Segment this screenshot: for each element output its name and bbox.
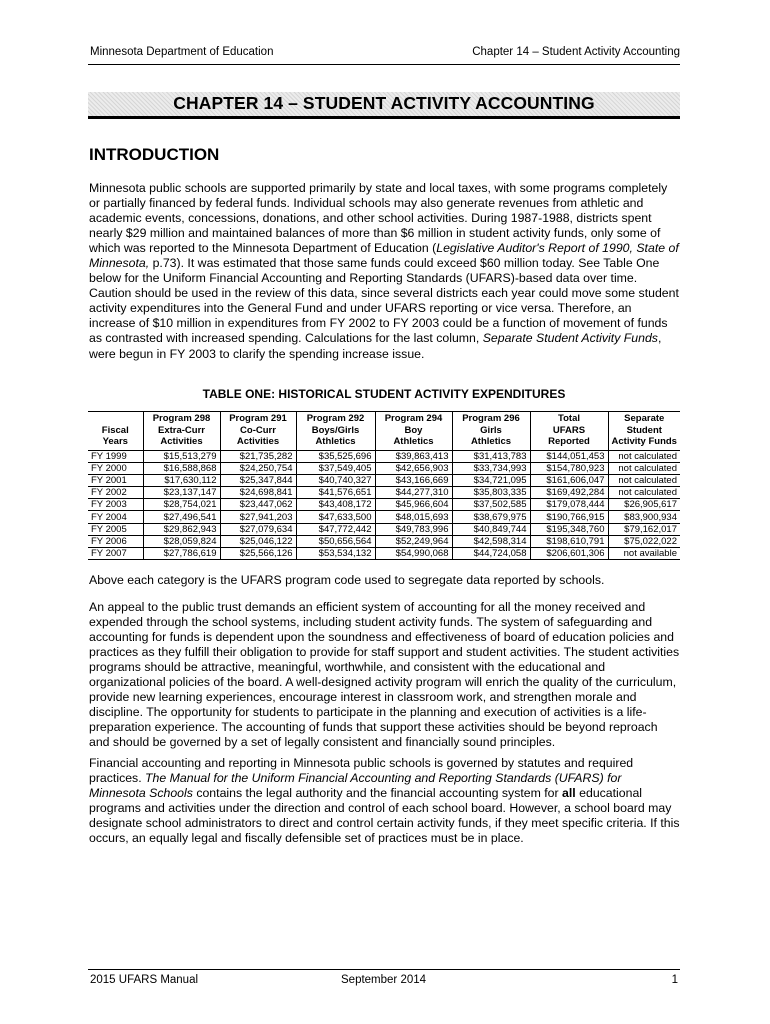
column-header-line: Athletics: [315, 436, 356, 447]
amount-cell: $37,549,405: [296, 462, 375, 474]
amount-cell: $43,166,669: [375, 474, 452, 486]
column-header: [452, 412, 530, 451]
amount-cell: $27,786,619: [143, 548, 220, 560]
table-row: [88, 487, 680, 499]
amount-cell: $28,754,021: [143, 499, 220, 511]
fa-text-b: contains the legal authority and the financial accounting system for: [192, 786, 563, 801]
historical-expenditures-table: [88, 411, 680, 560]
amount-cell: $27,496,541: [143, 511, 220, 523]
table-row: [88, 462, 680, 474]
table-header-row: [88, 412, 680, 451]
table-row: [88, 523, 680, 535]
fiscal-year-cell: FY 2004: [88, 511, 143, 523]
table-row: [88, 535, 680, 547]
manual-title: The Manual for the Uniform Financial Accounting and Reporting Standards (UFARS) for Minnesota Schools: [89, 771, 622, 801]
amount-cell: $53,534,132: [296, 548, 375, 560]
page-number: 1: [671, 974, 678, 986]
amount-cell: $43,408,172: [296, 499, 375, 511]
column-header-line: Boy: [404, 424, 423, 436]
intro-paragraph: [89, 181, 681, 362]
amount-cell: $179,078,444: [530, 499, 608, 511]
table-row: [88, 474, 680, 486]
fiscal-year-cell: FY 2003: [88, 499, 143, 511]
amount-cell: $35,803,335: [452, 487, 530, 499]
column-header-line: Reported: [548, 436, 590, 447]
amount-cell: not calculated: [608, 474, 680, 486]
column-header: [530, 412, 608, 451]
amount-cell: $16,588,868: [143, 462, 220, 474]
amount-cell: $47,772,442: [296, 523, 375, 535]
column-header-line: Activity Funds: [611, 436, 677, 447]
column-header-line: Student: [626, 424, 662, 436]
fiscal-year-cell: FY 2007: [88, 548, 143, 560]
table-title: TABLE ONE: HISTORICAL STUDENT ACTIVITY EXPENDITURES: [202, 387, 566, 401]
amount-cell: $50,656,564: [296, 535, 375, 547]
amount-cell: $42,598,314: [452, 535, 530, 547]
fa-emphasis: all: [562, 786, 576, 801]
amount-cell: $33,734,993: [452, 462, 530, 474]
amount-cell: not calculated: [608, 450, 680, 462]
column-header-line: Co-Curr: [240, 424, 276, 436]
amount-cell: $39,863,413: [375, 450, 452, 462]
amount-cell: $52,249,964: [375, 535, 452, 547]
amount-cell: $48,015,693: [375, 511, 452, 523]
column-header: [608, 412, 680, 451]
chapter-title: CHAPTER 14 – STUDENT ACTIVITY ACCOUNTING: [173, 93, 595, 113]
header-department: Minnesota Department of Education: [90, 46, 274, 58]
amount-cell: $169,492,284: [530, 487, 608, 499]
amount-cell: $161,606,047: [530, 474, 608, 486]
intro-column-name: Separate Student Activity Funds: [482, 331, 658, 346]
page-footer: [88, 969, 680, 990]
amount-cell: $198,610,791: [530, 535, 608, 547]
public-trust-paragraph: An appeal to the public trust demands an efficient system of accounting for all the money received and expended through the school systems, including student activity funds. The system of safeguarding and accounting for funds is dependent upon the soundness and effectiveness of board of education policies and practices as they fulfill their obligation to provide for staff support and student activities. The student activities programs should be attractive, meaningful, worthwhile, and consistent with the educational and organizational policies of the board. A well-designed activity program will enrich the quality of the curriculum, provide new learning experiences, encourage interest in classroom work, and strengthen morale and discipline. The opportunity for students to participate in the planning and execution of activities is a life-preparation experience. The accounting of funds that support these activities should be beyond reproach and should be governed by a set of legally consistent and financially sound principles.: [89, 600, 680, 750]
column-header-line: Boys/Girls: [311, 424, 360, 436]
column-header-line: Extra-Curr: [158, 424, 205, 436]
fiscal-year-cell: FY 2006: [88, 535, 143, 547]
amount-cell: $35,525,696: [296, 450, 375, 462]
amount-cell: $47,633,500: [296, 511, 375, 523]
amount-cell: $26,905,617: [608, 499, 680, 511]
amount-cell: $75,022,022: [608, 535, 680, 547]
column-header-line: UFARS: [552, 424, 586, 436]
amount-cell: $54,990,068: [375, 548, 452, 560]
column-header-line: Total: [558, 413, 580, 424]
amount-cell: $190,766,915: [530, 511, 608, 523]
column-header-line: Years: [102, 436, 128, 447]
amount-cell: $154,780,923: [530, 462, 608, 474]
amount-cell: $29,862,943: [143, 523, 220, 535]
header-chapter: Chapter 14 – Student Activity Accounting: [472, 46, 680, 58]
column-header-line: Program 294: [384, 413, 443, 424]
amount-cell: $15,513,279: [143, 450, 220, 462]
column-header-line: Program 298: [152, 413, 211, 424]
amount-cell: $44,277,310: [375, 487, 452, 499]
amount-cell: $25,347,844: [220, 474, 296, 486]
fiscal-year-cell: FY 2001: [88, 474, 143, 486]
column-header: [220, 412, 296, 451]
amount-cell: $41,576,651: [296, 487, 375, 499]
fiscal-year-cell: FY 1999: [88, 450, 143, 462]
column-header: [88, 412, 143, 451]
amount-cell: $195,348,760: [530, 523, 608, 535]
amount-cell: $25,046,122: [220, 535, 296, 547]
column-header: [375, 412, 452, 451]
fiscal-year-cell: FY 2002: [88, 487, 143, 499]
amount-cell: $31,413,783: [452, 450, 530, 462]
amount-cell: $24,250,754: [220, 462, 296, 474]
intro-text-a: Minnesota public schools are supported primarily by state and local taxes, with some programs completely or partially financed by federal funds. Individual schools may also generate revenues from athletic and academic events, concessions, donations, and other school activities. During 1987-1988, districts spent nearly $29 million and maintained balances of more than $6 million in student activity funds, only some of which was reported to the Minnesota Department of Education (: [89, 181, 668, 256]
column-header-line: Activities: [236, 436, 280, 447]
financial-accounting-paragraph: [89, 756, 681, 846]
page-header: [88, 44, 680, 65]
amount-cell: $44,724,058: [452, 548, 530, 560]
amount-cell: $37,502,585: [452, 499, 530, 511]
amount-cell: $24,698,841: [220, 487, 296, 499]
amount-cell: $27,941,203: [220, 511, 296, 523]
amount-cell: $28,059,824: [143, 535, 220, 547]
amount-cell: $40,849,744: [452, 523, 530, 535]
amount-cell: $17,630,112: [143, 474, 220, 486]
amount-cell: $27,079,634: [220, 523, 296, 535]
amount-cell: not calculated: [608, 487, 680, 499]
column-header-line: Program 296: [462, 413, 520, 424]
column-header-line: Separate: [624, 413, 665, 424]
table-row: [88, 499, 680, 511]
amount-cell: $144,051,453: [530, 450, 608, 462]
table-body: [88, 450, 680, 560]
amount-cell: not calculated: [608, 462, 680, 474]
column-header-line: Girls: [480, 424, 502, 436]
amount-cell: $25,566,126: [220, 548, 296, 560]
table-note: Above each category is the UFARS program code used to segregate data reported by schools.: [89, 573, 605, 587]
amount-cell: $49,783,996: [375, 523, 452, 535]
table-row: [88, 548, 680, 560]
column-header: [296, 412, 375, 451]
amount-cell: $38,679,975: [452, 511, 530, 523]
amount-cell: $206,601,306: [530, 548, 608, 560]
fa-text-a: Financial accounting and reporting in Minnesota public schools is governed by statutes and required practices.: [89, 756, 634, 786]
amount-cell: $23,137,147: [143, 487, 220, 499]
column-header-line: Program 291: [229, 413, 287, 424]
amount-cell: $23,447,062: [220, 499, 296, 511]
amount-cell: $45,966,604: [375, 499, 452, 511]
fa-text-c: educational programs and activities under the direction and control of each school board. However, a school board may designate school administrators to direct and control certain activity funds, if they meet specific criteria. If this occurs, an equally legal and fiscally defensible set of practices must be in place.: [89, 786, 680, 846]
intro-text-c: , were begun in FY 2003 to clarify the spending increase issue.: [89, 331, 662, 361]
column-header-line: Program 292: [306, 413, 365, 424]
table-row: [88, 450, 680, 462]
table-row: [88, 511, 680, 523]
amount-cell: $40,740,327: [296, 474, 375, 486]
amount-cell: not available: [608, 548, 680, 560]
amount-cell: $83,900,934: [608, 511, 680, 523]
footer-manual: 2015 UFARS Manual: [90, 974, 199, 986]
intro-text-b: p.73). It was estimated that those same funds could exceed $60 million today. See Table One below for the Uniform Financial Accounting and Reporting Standards (UFARS)-based data over time. Caution should be used in the review of this data, since several districts each year could move some student activity expenditures into the General Fund and under UFARS reporting or vice versa. Therefore, an increase of $10 million in expenditures from FY 2002 to FY 2003 could be a function of movement of funds as contrasted with increased spending. Calculations for the last column,: [89, 256, 679, 346]
amount-cell: $42,656,903: [375, 462, 452, 474]
footer-date: September 2014: [341, 974, 427, 986]
column-header: [143, 412, 220, 451]
fiscal-year-cell: FY 2000: [88, 462, 143, 474]
intro-citation: Legislative Auditor's Report of 1990, State of Minnesota,: [89, 241, 679, 271]
chapter-title-band: [88, 92, 680, 119]
column-header-line: Fiscal: [101, 424, 129, 436]
column-header-line: Activities: [160, 436, 203, 447]
amount-cell: $79,162,017: [608, 523, 680, 535]
column-header-line: Athletics: [393, 436, 434, 447]
amount-cell: $34,721,095: [452, 474, 530, 486]
introduction-heading: INTRODUCTION: [89, 145, 220, 164]
fiscal-year-cell: FY 2005: [88, 523, 143, 535]
column-header-line: Athletics: [470, 436, 512, 447]
amount-cell: $21,735,282: [220, 450, 296, 462]
